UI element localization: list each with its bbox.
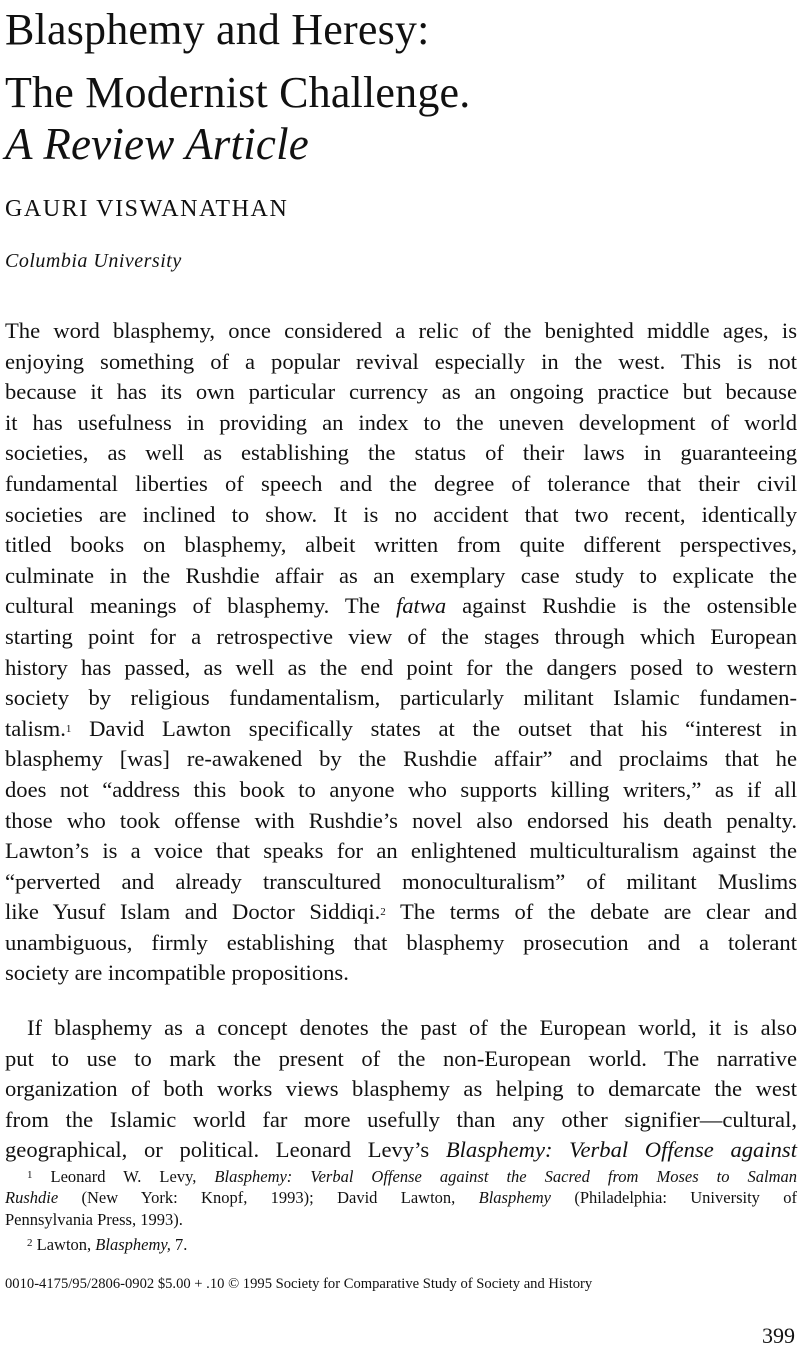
body-paragraph-1 bbox=[5, 316, 797, 989]
text-run: David Lawton specifically states at the outset that his “interest in bbox=[71, 715, 797, 741]
text-line: fundamental liberties of speech and the degree of tolerance that their civil bbox=[5, 470, 797, 496]
text-run: Lawton, bbox=[32, 1235, 96, 1254]
text-line bbox=[5, 714, 797, 745]
text-line: societies, as well as establishing the status of their laws in guaranteeing bbox=[5, 440, 797, 466]
footnote-line: Pennsylvania Press, 1993). bbox=[5, 1210, 183, 1229]
article-title-line-2: The Modernist Challenge. bbox=[5, 68, 471, 117]
text-line bbox=[5, 897, 797, 928]
text-line: starting point for a retrospective view of the stages through which European bbox=[5, 623, 797, 649]
italic-book-title: Blasphemy: Verbal Offense against the Sacred from Moses to Salman bbox=[214, 1167, 797, 1186]
text-run: (Philadelphia: University of bbox=[551, 1187, 797, 1207]
italic-book-title: Rushdie bbox=[5, 1187, 59, 1207]
text-line bbox=[5, 591, 797, 622]
text-run: The terms of the debate are clear and bbox=[385, 899, 797, 925]
text-line: Lawton’s is a voice that speaks for an enlightened multiculturalism against the bbox=[5, 838, 797, 864]
text-line: history has passed, as well as the end point for the dangers posed to western bbox=[5, 654, 797, 680]
footnote-1 bbox=[5, 1164, 797, 1232]
text-run: like Yusuf Islam and Doctor Siddiqi. bbox=[5, 899, 381, 925]
footnote-number: 2 bbox=[27, 1237, 33, 1249]
text-line: blasphemy [was] re-awakened by the Rushdie affair” and proclaims that he bbox=[5, 746, 797, 772]
footnote-line bbox=[5, 1232, 797, 1255]
italic-term-fatwa: fatwa bbox=[395, 593, 447, 619]
text-line: because it has its own particular currency as an ongoing practice but because bbox=[5, 379, 797, 405]
text-line: society are incompatible propositions. bbox=[5, 960, 349, 986]
footnote-number: 1 bbox=[27, 1169, 33, 1181]
text-line: put to use to mark the present of the non-European world. The narrative bbox=[5, 1045, 797, 1071]
text-line: organization of both works views blasphemy as helping to demarcate the west bbox=[5, 1076, 797, 1102]
footnote-line bbox=[5, 1164, 797, 1187]
text-line: unambiguous, firmly establishing that blasphemy prosecution and a tolerant bbox=[5, 929, 797, 955]
italic-book-title: Blasphemy: Verbal Offense against bbox=[445, 1137, 797, 1163]
text-line: societies are inclined to show. It is no accident that two recent, identically bbox=[5, 501, 797, 527]
text-line: The word blasphemy, once considered a relic of the benighted middle ages, is bbox=[5, 318, 797, 343]
footnote-ref-1[interactable]: 1 bbox=[65, 722, 72, 735]
article-subtitle: A Review Article bbox=[5, 119, 309, 169]
italic-book-title: Blasphemy bbox=[478, 1187, 552, 1207]
text-line: enjoying something of a popular revival especially in the west. This is not bbox=[5, 348, 797, 374]
footnote-2 bbox=[5, 1232, 797, 1255]
body-paragraph-2 bbox=[5, 1013, 797, 1166]
text-run: talism. bbox=[5, 715, 66, 741]
text-run: against Rushdie is the ostensible bbox=[446, 593, 797, 619]
text-line: If blasphemy as a concept denotes the past of the European world, it is also bbox=[27, 1015, 797, 1040]
text-line: titled books on blasphemy, albeit written from quite different perspectives, bbox=[5, 532, 797, 558]
article-title-line-1: Blasphemy and Heresy: bbox=[5, 5, 430, 54]
text-run: 7. bbox=[170, 1235, 188, 1254]
italic-book-title: Blasphemy, bbox=[95, 1235, 171, 1254]
author-name: GAURI VISWANATHAN bbox=[5, 196, 289, 222]
text-run: geographical, or political. Leonard Levy’s bbox=[5, 1137, 446, 1163]
text-line: society by religious fundamentalism, particularly militant Islamic fundamen- bbox=[5, 685, 797, 711]
text-line: does not “address this book to anyone who supports killing writers,” as if all bbox=[5, 776, 797, 802]
text-run: Leonard W. Levy, bbox=[32, 1167, 215, 1186]
text-line: those who took offense with Rushdie’s novel also endorsed his death penalty. bbox=[5, 807, 797, 833]
text-line: culminate in the Rushdie affair as an exemplary case study to explicate the bbox=[5, 562, 797, 588]
text-line bbox=[5, 1135, 797, 1166]
text-line: from the Islamic world far more usefully than any other signifier—cultural, bbox=[5, 1106, 797, 1132]
text-line: “perverted and already transcultured monoculturalism” of militant Muslims bbox=[5, 868, 797, 894]
text-run: (New York: Knopf, 1993); David Lawton, bbox=[58, 1187, 479, 1207]
author-affiliation: Columbia University bbox=[5, 250, 182, 272]
text-run: cultural meanings of blasphemy. The bbox=[5, 593, 396, 619]
copyright-line: 0010-4175/95/2806-0902 $5.00 + .10 © 1995 Society for Comparative Study of Society and History bbox=[5, 1276, 593, 1292]
footnote-line bbox=[5, 1187, 797, 1210]
footnote-ref-2[interactable]: 2 bbox=[380, 906, 386, 919]
text-line: it has usefulness in providing an index to the uneven development of world bbox=[5, 409, 797, 435]
page-number: 399 bbox=[762, 1323, 795, 1348]
